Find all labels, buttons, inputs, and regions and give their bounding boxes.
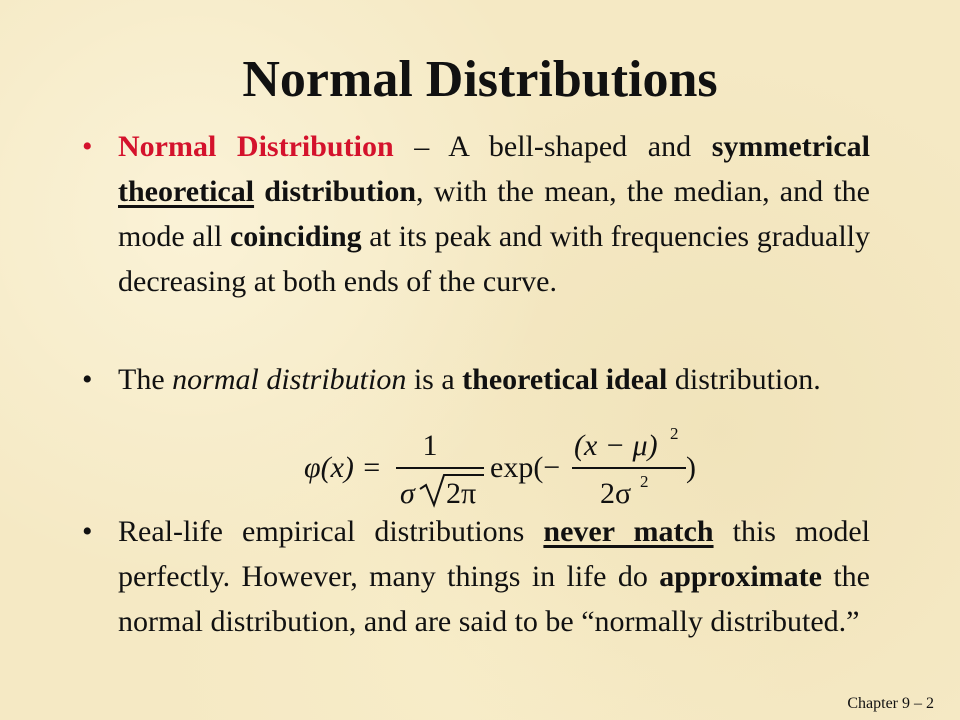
text-segment: , with the mean, the median, and the mode all xyxy=(118,175,870,253)
text-segment: is a xyxy=(406,363,463,396)
normal-pdf-formula xyxy=(300,425,700,510)
text-segment: at its peak and with frequencies gradually decreasing at both ends of the curve. xyxy=(118,220,870,298)
term-theoretical-ideal: theoretical ideal xyxy=(462,363,668,396)
formula-exp-denominator-power: 2 xyxy=(640,472,649,491)
bullet-normal-distribution-definition xyxy=(82,124,871,304)
formula-exp-denominator: 2σ xyxy=(600,477,632,510)
text-segment: this model perfectly. However, many things in life do xyxy=(118,515,870,593)
text-segment: Real-life empirical distributions xyxy=(118,515,544,548)
formula-denominator-sigma: σ xyxy=(400,477,415,510)
term-normal-distribution-italic: normal distribution xyxy=(172,363,407,396)
formula-numerator: 1 xyxy=(422,429,438,462)
text-segment: The xyxy=(118,363,173,396)
formula-exp: exp(− xyxy=(490,451,561,484)
term-symmetrical: symmetrical xyxy=(711,130,871,163)
text-segment: the normal distribution, and are said to be “normally distributed.” xyxy=(118,560,870,638)
slide-footer: Chapter 9 – 2 xyxy=(847,695,934,712)
term-distribution: distribution xyxy=(264,175,417,208)
formula-exp-numerator: (x − μ) xyxy=(574,429,658,462)
term-coinciding: coinciding xyxy=(229,220,362,253)
term-approximate: approximate xyxy=(659,560,822,593)
bullet-marker: • xyxy=(82,363,93,396)
text-segment xyxy=(254,175,264,208)
formula-lhs: φ(x) = xyxy=(304,451,382,484)
bullet-theoretical-ideal xyxy=(82,357,870,402)
bullet-real-life-distributions xyxy=(82,509,870,644)
bullet-marker: • xyxy=(82,515,93,548)
bullet-marker: • xyxy=(82,130,93,163)
formula-exp-numerator-power: 2 xyxy=(670,425,679,443)
term-theoretical: theoretical xyxy=(118,175,255,208)
formula-close-paren: ) xyxy=(686,451,696,484)
text-segment: – A bell-shaped and xyxy=(393,130,712,163)
term-normal-distribution: Normal Distribution xyxy=(118,130,394,163)
formula-denominator-root: 2π xyxy=(446,477,477,510)
slide-title: Normal Distributions xyxy=(242,51,718,108)
term-never-match: never match xyxy=(543,515,714,548)
text-segment: distribution. xyxy=(667,363,821,396)
